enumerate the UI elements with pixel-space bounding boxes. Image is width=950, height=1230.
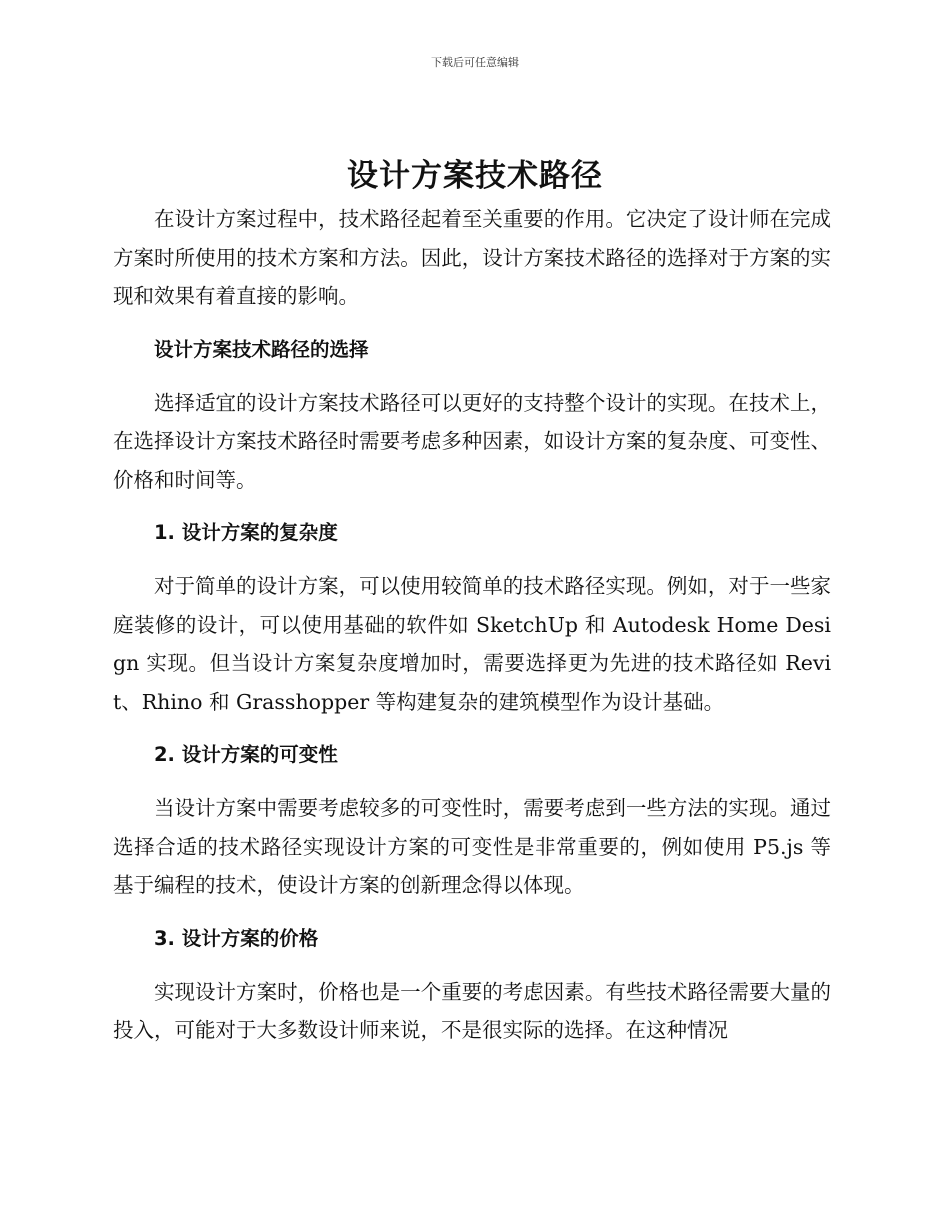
section-heading-price: 3. 设计方案的价格 bbox=[153, 926, 319, 950]
section-paragraph-selection: 选择适宜的设计方案技术路径可以更好的支持整个设计的实现。在技术上，在选择设计方案技术路径时需要考虑多种因素，如设计方案的复杂度、可变性、价格和时间等。 bbox=[113, 390, 831, 492]
document-body bbox=[113, 200, 831, 1065]
section-heading-selection: 设计方案技术路径的选择 bbox=[153, 337, 369, 361]
section-paragraph-complexity: 对于简单的设计方案，可以使用较简单的技术路径实现。例如，对于一些家庭装修的设计，可以使用基础的软件如 SketchUp 和 Autodesk Home Design 实现。但当设计方案复杂度增加时，需要选择更为先进的技术路径如 Revit、Rhino 和 Grasshopper 等构建复杂的建筑模型作为设计基础。 bbox=[113, 574, 831, 714]
section-heading-variability: 2. 设计方案的可变性 bbox=[153, 743, 338, 766]
document-title: 设计方案技术路径 bbox=[347, 158, 603, 194]
section-paragraph-variability: 当设计方案中需要考虑较多的可变性时，需要考虑到一些方法的实现。通过选择合适的技术路径实现设计方案的可变性是非常重要的，例如使用 P5.js 等基于编程的技术，使设计方案的创新理念得以体现。 bbox=[113, 796, 831, 897]
intro-paragraph: 在设计方案过程中，技术路径起着至关重要的作用。它决定了设计师在完成方案时所使用的技术方案和方法。因此，设计方案技术路径的选择对于方案的实现和效果有着直接的影响。 bbox=[113, 207, 831, 308]
section-heading-complexity: 1. 设计方案的复杂度 bbox=[153, 521, 338, 544]
section-paragraph-price: 实现设计方案时，价格也是一个重要的考虑因素。有些技术路径需要大量的投入，可能对于大多数设计师来说，不是很实际的选择。在这种情况 bbox=[113, 979, 831, 1042]
header-note: 下载后可任意编辑 bbox=[431, 56, 519, 69]
